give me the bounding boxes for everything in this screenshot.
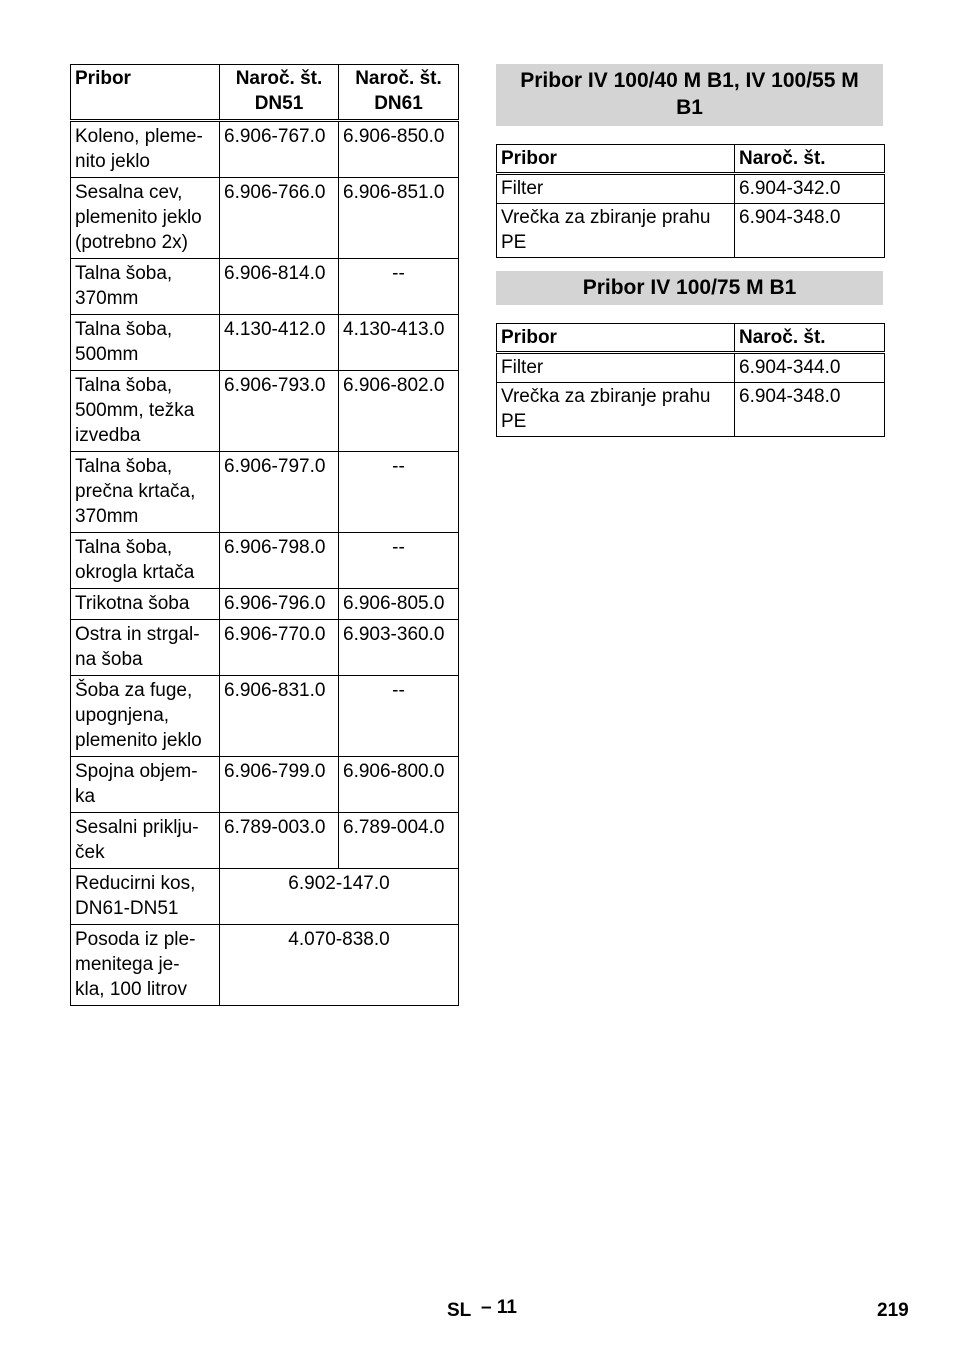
accessory-name: Filter [497,353,735,383]
order-number-dn61: 6.789-004.0 [339,813,459,869]
header-accessory: Pribor [71,65,220,121]
table-row [497,204,885,258]
order-number-dn51: 6.906-799.0 [220,757,339,813]
header-order-dn51-text: Naroč. št. DN51 [235,68,323,114]
table-header-row [497,145,885,174]
header-order-dn51 [220,65,339,121]
order-number-dn51: 6.906-770.0 [220,620,339,676]
table-row [71,533,459,589]
accessory-name: Talna šoba, okrogla krtača [71,533,220,589]
table-row [71,813,459,869]
table-row [71,259,459,315]
order-number-dn61: 4.130-413.0 [339,315,459,371]
order-number-dn51: 6.906-796.0 [220,589,339,620]
accessory-name: Šoba za fuge, upognjena, plemenito jeklo [71,676,220,757]
table-row [71,315,459,371]
header-order-dn61-text: Naroč. št. DN61 [355,68,442,114]
table-row [71,121,459,178]
order-number-dn51: 6.906-766.0 [220,178,339,259]
accessory-name: Vrečka za zbiranje prahu PE [497,383,735,437]
accessory-name: Koleno, pleme- nito jeklo [71,121,220,178]
order-number-dn51: 6.906-797.0 [220,452,339,533]
footer-language: SL [447,1300,472,1321]
table-row [71,452,459,533]
order-number-dn51: 6.906-831.0 [220,676,339,757]
table-row [497,174,885,204]
section-heading-1-text: Pribor IV 100/40 M B1, IV 100/55 M B1 [520,69,859,119]
accessories-table-iv-100-40-55 [496,144,885,258]
accessory-name: Ostra in strgal- na šoba [71,620,220,676]
order-number-dn61: -- [339,676,459,757]
order-number-merged: 6.902-147.0 [220,869,459,925]
order-number-dn61: 6.906-802.0 [339,371,459,452]
order-number-dn51: 6.906-767.0 [220,121,339,178]
table-row [497,353,885,383]
accessory-name: Trikotna šoba [71,589,220,620]
section-heading-iv-100-40-55 [496,64,883,126]
accessory-name: Filter [497,174,735,204]
section-heading-2-text: Pribor IV 100/75 M B1 [582,276,797,299]
accessory-name: Vrečka za zbiranje prahu PE [497,204,735,258]
order-number-dn51: 6.906-814.0 [220,259,339,315]
table-header-row [71,65,459,121]
accessories-table-body [497,174,885,258]
order-number-dn51: 6.789-003.0 [220,813,339,869]
accessory-name: Sesalni priklju- ček [71,813,220,869]
accessories-table-iv-100-75 [496,323,885,437]
table-row [497,383,885,437]
order-number-dn51: 4.130-412.0 [220,315,339,371]
table-row [71,620,459,676]
footer-page-number: 219 [877,1300,909,1321]
table-row [71,371,459,452]
accessory-name: Talna šoba, prečna krtača, 370mm [71,452,220,533]
order-number-dn61: 6.906-850.0 [339,121,459,178]
order-number-dn61: -- [339,533,459,589]
order-number: 6.904-348.0 [735,383,885,437]
accessory-name: Talna šoba, 500mm, težka izvedba [71,371,220,452]
order-number: 6.904-348.0 [735,204,885,258]
accessories-table-body [497,353,885,437]
table-header-row [497,324,885,353]
order-number-dn61: -- [339,452,459,533]
accessory-name: Reducirni kos, DN61-DN51 [71,869,220,925]
accessories-table-body [71,121,459,1006]
accessory-name: Posoda iz ple- menitega je- kla, 100 litrov [71,925,220,1006]
header-order-number: Naroč. št. [735,145,885,174]
header-accessory: Pribor [497,145,735,174]
accessory-name: Talna šoba, 370mm [71,259,220,315]
table-row [71,869,459,925]
order-number-dn61: 6.906-851.0 [339,178,459,259]
accessory-name: Spojna objem- ka [71,757,220,813]
header-accessory: Pribor [497,324,735,353]
order-number: 6.904-342.0 [735,174,885,204]
order-number-dn51: 6.906-793.0 [220,371,339,452]
table-row [71,757,459,813]
header-order-dn61 [339,65,459,121]
order-number-merged: 4.070-838.0 [220,925,459,1006]
section-heading-iv-100-75 [496,271,883,305]
table-row [71,676,459,757]
order-number-dn61: 6.906-805.0 [339,589,459,620]
order-number-dn51: 6.906-798.0 [220,533,339,589]
footer-local-page: – 11 [481,1297,517,1318]
header-order-number: Naroč. št. [735,324,885,353]
order-number-dn61: -- [339,259,459,315]
table-row [71,925,459,1006]
order-number: 6.904-344.0 [735,353,885,383]
order-number-dn61: 6.906-800.0 [339,757,459,813]
order-number-dn61: 6.903-360.0 [339,620,459,676]
accessory-name: Sesalna cev, plemenito jeklo (potrebno 2x) [71,178,220,259]
table-row [71,589,459,620]
accessories-table [70,64,459,1006]
accessory-name: Talna šoba, 500mm [71,315,220,371]
table-row [71,178,459,259]
